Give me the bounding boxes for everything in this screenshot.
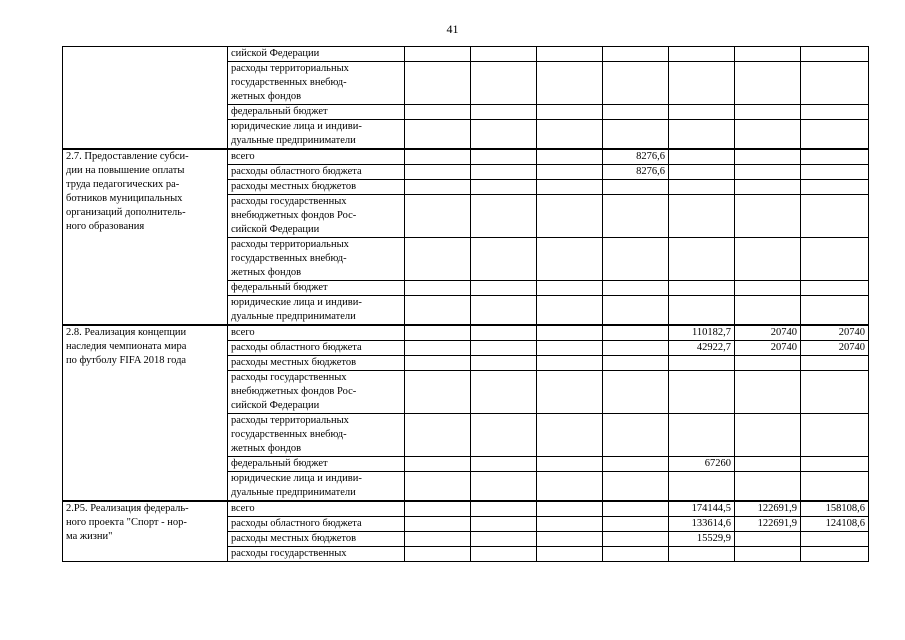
amount-cell: 158108,6 — [801, 501, 869, 517]
funding-source-line: федеральный бюджет — [231, 282, 328, 293]
amount-cell: 20740 — [735, 341, 801, 356]
amount-cell: 42922,7 — [669, 341, 735, 356]
amount-cell — [735, 414, 801, 457]
funding-source-cell — [228, 501, 405, 517]
activity-name-line: ного проекта "Спорт - нор- — [66, 517, 187, 528]
funding-source-line: расходы местных бюджетов — [231, 533, 357, 544]
funding-source-line: государственных внебюд- — [231, 77, 347, 88]
activity-name-line: 2.8. Реализация концепции — [66, 327, 187, 338]
activity-name-line: труда педагогических ра- — [66, 179, 180, 190]
amount-cell — [669, 180, 735, 195]
amount-cell — [405, 180, 471, 195]
amount-cell — [669, 356, 735, 371]
amount-cell: 20740 — [801, 325, 869, 341]
amount-cell — [405, 532, 471, 547]
amount-cell — [471, 325, 537, 341]
amount-cell — [735, 120, 801, 150]
activity-name-cell — [63, 325, 228, 501]
amount-cell — [471, 356, 537, 371]
budget-table — [62, 46, 869, 562]
amount-cell — [603, 238, 669, 281]
amount-cell: 15529,9 — [669, 532, 735, 547]
amount-cell: 122691,9 — [735, 501, 801, 517]
amount-cell — [471, 180, 537, 195]
amount-cell: 110182,7 — [669, 325, 735, 341]
amount-cell — [537, 47, 603, 62]
funding-source-cell — [228, 371, 405, 414]
funding-source-cell — [228, 62, 405, 105]
funding-source-line: дуальные предприниматели — [231, 311, 356, 322]
funding-source-line: всего — [231, 327, 255, 338]
amount-cell — [603, 457, 669, 472]
amount-cell — [735, 371, 801, 414]
table-row — [63, 149, 869, 165]
amount-cell — [405, 105, 471, 120]
amount-cell — [603, 180, 669, 195]
amount-cell — [537, 532, 603, 547]
amount-cell — [405, 296, 471, 326]
funding-source-line: расходы территориальных — [231, 239, 349, 250]
funding-source-line: расходы местных бюджетов — [231, 181, 357, 192]
activity-name-cell — [63, 149, 228, 325]
activity-name-line: ботников муниципальных — [66, 193, 183, 204]
amount-cell — [735, 472, 801, 502]
funding-source-line: расходы государственных — [231, 372, 347, 383]
amount-cell — [603, 532, 669, 547]
amount-cell — [801, 120, 869, 150]
amount-cell — [603, 501, 669, 517]
amount-cell — [603, 341, 669, 356]
funding-source-line: внебюджетных фондов Рос- — [231, 210, 357, 221]
amount-cell: 174144,5 — [669, 501, 735, 517]
amount-cell — [471, 547, 537, 562]
funding-source-cell — [228, 547, 405, 562]
amount-cell — [471, 517, 537, 532]
table-row — [63, 501, 869, 517]
funding-source-line: юридические лица и индиви- — [231, 473, 362, 484]
amount-cell — [471, 501, 537, 517]
activity-name-line: дии на повышение оплаты — [66, 165, 185, 176]
amount-cell — [603, 195, 669, 238]
funding-source-line: юридические лица и индиви- — [231, 297, 362, 308]
amount-cell — [405, 62, 471, 105]
amount-cell — [537, 120, 603, 150]
amount-cell — [405, 325, 471, 341]
amount-cell — [801, 281, 869, 296]
amount-cell — [603, 414, 669, 457]
amount-cell — [801, 47, 869, 62]
funding-source-cell — [228, 356, 405, 371]
activity-name-line: наследия чемпионата мира — [66, 341, 187, 352]
activity-name-line: 2.7. Предоставление субси- — [66, 151, 189, 162]
amount-cell — [603, 105, 669, 120]
funding-source-line: расходы областного бюджета — [231, 518, 362, 529]
funding-source-line: сийской Федерации — [231, 48, 320, 59]
amount-cell — [471, 281, 537, 296]
amount-cell — [405, 356, 471, 371]
funding-source-line: расходы областного бюджета — [231, 166, 362, 177]
activity-name-line: ма жизни" — [66, 531, 113, 542]
amount-cell: 8276,6 — [603, 165, 669, 180]
amount-cell — [537, 341, 603, 356]
amount-cell — [405, 457, 471, 472]
funding-source-cell — [228, 47, 405, 62]
amount-cell: 133614,6 — [669, 517, 735, 532]
funding-source-cell — [228, 532, 405, 547]
activity-name-cell — [63, 501, 228, 562]
amount-cell — [735, 105, 801, 120]
amount-cell — [801, 371, 869, 414]
funding-source-line: сийской Федерации — [231, 400, 320, 411]
amount-cell — [735, 165, 801, 180]
amount-cell: 122691,9 — [735, 517, 801, 532]
funding-source-line: расходы территориальных — [231, 63, 349, 74]
amount-cell — [801, 105, 869, 120]
amount-cell — [537, 281, 603, 296]
amount-cell — [603, 547, 669, 562]
activity-name-line: ного образования — [66, 221, 145, 232]
amount-cell — [801, 356, 869, 371]
amount-cell: 8276,6 — [603, 149, 669, 165]
amount-cell — [669, 414, 735, 457]
amount-cell — [669, 47, 735, 62]
activity-name-line: 2.Р5. Реализация федераль- — [66, 503, 189, 514]
amount-cell — [405, 501, 471, 517]
funding-source-line: всего — [231, 503, 255, 514]
funding-source-cell — [228, 195, 405, 238]
amount-cell — [603, 296, 669, 326]
amount-cell — [471, 296, 537, 326]
amount-cell — [735, 547, 801, 562]
amount-cell — [735, 47, 801, 62]
amount-cell — [603, 281, 669, 296]
funding-source-cell — [228, 457, 405, 472]
funding-source-cell — [228, 165, 405, 180]
funding-source-cell — [228, 325, 405, 341]
amount-cell: 20740 — [801, 341, 869, 356]
amount-cell — [801, 195, 869, 238]
amount-cell — [801, 62, 869, 105]
amount-cell — [471, 195, 537, 238]
funding-source-line: расходы областного бюджета — [231, 342, 362, 353]
amount-cell — [405, 165, 471, 180]
amount-cell — [735, 296, 801, 326]
amount-cell — [801, 414, 869, 457]
amount-cell — [735, 238, 801, 281]
amount-cell — [603, 325, 669, 341]
amount-cell: 20740 — [735, 325, 801, 341]
amount-cell — [537, 371, 603, 414]
funding-source-line: дуальные предприниматели — [231, 487, 356, 498]
amount-cell — [603, 62, 669, 105]
amount-cell — [405, 238, 471, 281]
amount-cell — [405, 195, 471, 238]
funding-source-line: сийской Федерации — [231, 224, 320, 235]
amount-cell — [537, 501, 603, 517]
amount-cell — [735, 457, 801, 472]
funding-source-cell — [228, 149, 405, 165]
amount-cell — [801, 296, 869, 326]
amount-cell — [537, 238, 603, 281]
amount-cell — [405, 547, 471, 562]
amount-cell — [405, 341, 471, 356]
amount-cell — [471, 457, 537, 472]
amount-cell — [405, 149, 471, 165]
amount-cell — [801, 165, 869, 180]
funding-source-line: расходы местных бюджетов — [231, 357, 357, 368]
amount-cell — [471, 149, 537, 165]
funding-source-cell — [228, 341, 405, 356]
amount-cell — [603, 371, 669, 414]
funding-source-line: жетных фондов — [231, 91, 302, 102]
activity-name-cell — [63, 47, 228, 150]
amount-cell — [603, 472, 669, 502]
amount-cell — [669, 149, 735, 165]
funding-source-line: жетных фондов — [231, 267, 302, 278]
funding-source-line: юридические лица и индиви- — [231, 121, 362, 132]
amount-cell — [669, 195, 735, 238]
amount-cell — [537, 296, 603, 326]
funding-source-cell — [228, 281, 405, 296]
page-number: 41 — [446, 22, 459, 36]
amount-cell — [471, 47, 537, 62]
amount-cell — [801, 472, 869, 502]
amount-cell — [537, 325, 603, 341]
amount-cell — [471, 105, 537, 120]
funding-source-line: расходы государственных — [231, 196, 347, 207]
funding-source-line: государственных внебюд- — [231, 253, 347, 264]
funding-source-cell — [228, 238, 405, 281]
activity-name-line: организаций дополнитель- — [66, 207, 186, 218]
amount-cell — [405, 517, 471, 532]
funding-source-line: дуальные предприниматели — [231, 135, 356, 146]
amount-cell — [801, 149, 869, 165]
amount-cell — [405, 472, 471, 502]
amount-cell — [471, 165, 537, 180]
amount-cell — [669, 296, 735, 326]
amount-cell — [471, 120, 537, 150]
amount-cell — [801, 547, 869, 562]
amount-cell — [537, 165, 603, 180]
funding-source-cell — [228, 180, 405, 195]
amount-cell — [471, 414, 537, 457]
amount-cell — [537, 149, 603, 165]
amount-cell — [537, 195, 603, 238]
activity-name-line: по футболу FIFA 2018 года — [66, 355, 187, 366]
amount-cell — [603, 47, 669, 62]
table-row — [63, 47, 869, 62]
amount-cell — [669, 165, 735, 180]
amount-cell — [471, 371, 537, 414]
funding-source-cell — [228, 120, 405, 150]
amount-cell — [735, 149, 801, 165]
amount-cell — [669, 472, 735, 502]
amount-cell — [735, 62, 801, 105]
funding-source-cell — [228, 414, 405, 457]
amount-cell — [537, 547, 603, 562]
amount-cell — [537, 457, 603, 472]
table-row — [63, 325, 869, 341]
amount-cell — [735, 532, 801, 547]
amount-cell — [669, 547, 735, 562]
amount-cell — [735, 281, 801, 296]
funding-source-line: всего — [231, 151, 255, 162]
amount-cell: 67260 — [669, 457, 735, 472]
amount-cell — [801, 457, 869, 472]
funding-source-line: жетных фондов — [231, 443, 302, 454]
funding-source-cell — [228, 472, 405, 502]
funding-source-cell — [228, 296, 405, 326]
amount-cell — [801, 532, 869, 547]
amount-cell — [669, 281, 735, 296]
amount-cell — [537, 356, 603, 371]
amount-cell — [603, 120, 669, 150]
funding-source-line: внебюджетных фондов Рос- — [231, 386, 357, 397]
amount-cell — [669, 105, 735, 120]
amount-cell — [669, 120, 735, 150]
amount-cell — [669, 238, 735, 281]
amount-cell — [537, 472, 603, 502]
amount-cell — [537, 414, 603, 457]
amount-cell — [405, 281, 471, 296]
funding-source-line: федеральный бюджет — [231, 458, 328, 469]
amount-cell — [537, 62, 603, 105]
amount-cell — [801, 238, 869, 281]
amount-cell — [405, 371, 471, 414]
amount-cell — [735, 195, 801, 238]
amount-cell — [471, 532, 537, 547]
amount-cell — [537, 180, 603, 195]
amount-cell: 124108,6 — [801, 517, 869, 532]
funding-source-cell — [228, 105, 405, 120]
funding-source-line: государственных внебюд- — [231, 429, 347, 440]
funding-source-line: расходы территориальных — [231, 415, 349, 426]
amount-cell — [471, 62, 537, 105]
amount-cell — [603, 517, 669, 532]
amount-cell — [405, 47, 471, 62]
amount-cell — [669, 62, 735, 105]
amount-cell — [537, 105, 603, 120]
funding-source-cell — [228, 517, 405, 532]
amount-cell — [471, 472, 537, 502]
amount-cell — [537, 517, 603, 532]
amount-cell — [405, 120, 471, 150]
amount-cell — [735, 180, 801, 195]
funding-source-line: расходы государственных — [231, 548, 347, 559]
amount-cell — [801, 180, 869, 195]
amount-cell — [669, 371, 735, 414]
amount-cell — [405, 414, 471, 457]
amount-cell — [603, 356, 669, 371]
amount-cell — [471, 238, 537, 281]
amount-cell — [735, 356, 801, 371]
amount-cell — [471, 341, 537, 356]
funding-source-line: федеральный бюджет — [231, 106, 328, 117]
